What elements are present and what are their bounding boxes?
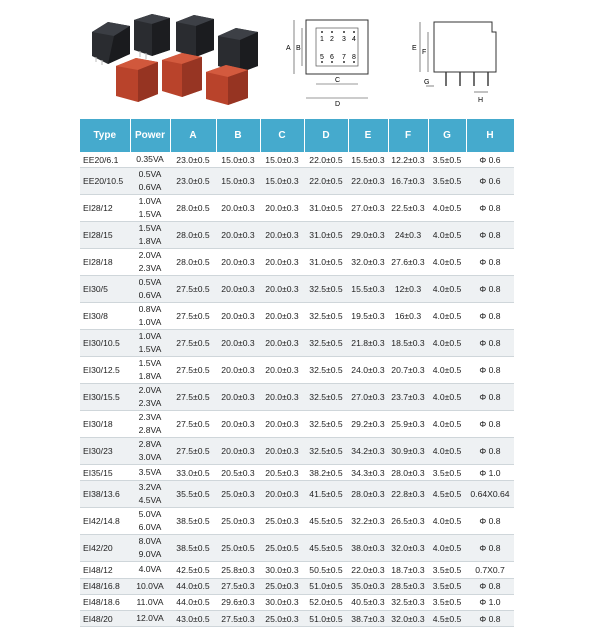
power-value: 2.0VA [138,385,162,396]
type-cell: EI42/14.8 [80,508,130,535]
dimension-cell-e: 15.5±0.3 [348,152,388,168]
dimension-cell-c: 20.0±0.3 [260,303,304,330]
power-value: 2.3VA [138,263,162,274]
power-value: 2.0VA [138,250,162,261]
dimension-cell-b: 20.0±0.3 [216,249,260,276]
pin-label: 4 [352,36,356,43]
dimension-cell-d: 41.5±0.5 [304,481,348,508]
dimension-cell-d: 22.0±0.5 [304,152,348,168]
dimension-cell-g: 3.5±0.5 [428,152,466,168]
dimension-cell-c: 20.0±0.3 [260,411,304,438]
dimension-cell-c: 20.0±0.3 [260,330,304,357]
type-cell: EI30/5 [80,276,130,303]
power-cell [130,384,170,411]
table-row [80,411,514,438]
table-row [80,330,514,357]
dimension-cell-e: 27.0±0.3 [348,384,388,411]
dimension-cell-f: 12.2±0.3 [388,152,428,168]
dimension-label: B [296,45,301,52]
dimension-cell-h: Φ 0.8 [466,411,514,438]
dimension-cell-d: 31.0±0.5 [304,249,348,276]
red-transformer [206,65,248,105]
dimension-cell-f: 12±0.3 [388,276,428,303]
dimension-cell-a: 27.5±0.5 [170,276,216,303]
power-value: 1.5VA [138,223,162,234]
dimension-label: G [424,79,430,86]
power-value: 1.0VA [138,331,162,342]
column-header: C [260,119,304,152]
dimension-cell-a: 44.0±0.5 [170,594,216,610]
power-value: 0.6VA [138,182,162,193]
dimension-cell-f: 16.7±0.3 [388,168,428,195]
power-cell [130,330,170,357]
type-cell: EE20/6.1 [80,152,130,168]
type-cell: EI48/18.6 [80,594,130,610]
dimension-cell-e: 22.0±0.3 [348,168,388,195]
dimension-cell-f: 27.6±0.3 [388,249,428,276]
dimension-cell-e: 29.2±0.3 [348,411,388,438]
table-row [80,249,514,276]
dimension-cell-g: 4.0±0.5 [428,249,466,276]
table-row [80,535,514,562]
dimension-cell-e: 21.8±0.3 [348,330,388,357]
dimension-cell-c: 25.0±0.5 [260,535,304,562]
dimension-cell-d: 32.5±0.5 [304,438,348,465]
column-header: D [304,119,348,152]
power-value: 12.0VA [136,613,164,624]
power-cell [130,152,170,168]
dimension-cell-h: Φ 0.8 [466,508,514,535]
dimension-cell-f: 32.0±0.3 [388,535,428,562]
dimension-cell-d: 32.5±0.5 [304,384,348,411]
dimension-cell-b: 20.0±0.3 [216,438,260,465]
table-row [80,168,514,195]
power-value: 2.8VA [138,439,162,450]
dimension-cell-b: 20.0±0.3 [216,222,260,249]
dimension-cell-a: 27.5±0.5 [170,330,216,357]
dimension-label: C [335,77,341,84]
dimension-cell-c: 20.0±0.3 [260,249,304,276]
dimension-cell-d: 32.5±0.5 [304,276,348,303]
dimension-cell-e: 24.0±0.3 [348,357,388,384]
dimension-cell-c: 20.0±0.3 [260,384,304,411]
type-cell: EI30/23 [80,438,130,465]
dimension-cell-d: 32.5±0.5 [304,411,348,438]
power-value: 1.5VA [138,209,162,220]
table-header-row [80,119,514,152]
dimension-cell-g: 3.5±0.5 [428,168,466,195]
dimension-cell-b: 20.0±0.3 [216,195,260,222]
dimension-cell-h: Φ 1.0 [466,465,514,481]
dimension-cell-h: Φ 0.8 [466,384,514,411]
dimension-cell-b: 27.5±0.3 [216,578,260,594]
power-cell [130,610,170,626]
dimension-cell-e: 32.2±0.3 [348,508,388,535]
table-row [80,594,514,610]
dimension-cell-h: Φ 0.8 [466,535,514,562]
dimension-cell-c: 25.0±0.3 [260,578,304,594]
dimension-cell-h: Φ 0.8 [466,222,514,249]
dimension-cell-b: 25.0±0.3 [216,508,260,535]
table-row [80,303,514,330]
power-cell [130,578,170,594]
dimension-cell-b: 20.0±0.3 [216,303,260,330]
table-row [80,610,514,626]
pin-label: 2 [330,36,334,43]
type-cell: EI48/12 [80,562,130,578]
power-cell [130,357,170,384]
red-transformer [162,53,202,97]
dimension-cell-g: 3.5±0.5 [428,465,466,481]
dimension-cell-a: 27.5±0.5 [170,438,216,465]
dimension-cell-f: 24±0.3 [388,222,428,249]
dimension-cell-e: 34.3±0.3 [348,465,388,481]
power-value: 3.2VA [138,482,162,493]
dimension-cell-f: 16±0.3 [388,303,428,330]
column-header: F [388,119,428,152]
dimension-cell-d: 51.0±0.5 [304,610,348,626]
dimension-cell-c: 20.0±0.3 [260,222,304,249]
power-cell [130,562,170,578]
type-cell: EI28/12 [80,195,130,222]
table-row [80,276,514,303]
dimension-cell-h: 0.7X0.7 [466,562,514,578]
column-header: G [428,119,466,152]
dimension-cell-a: 23.0±0.5 [170,152,216,168]
dimension-cell-c: 25.0±0.3 [260,610,304,626]
dimension-cell-c: 20.0±0.3 [260,276,304,303]
type-cell: EI48/16.8 [80,578,130,594]
power-cell [130,465,170,481]
dimension-cell-h: Φ 0.8 [466,249,514,276]
product-photo [78,10,268,106]
dimension-cell-d: 51.0±0.5 [304,578,348,594]
dimension-cell-f: 28.5±0.3 [388,578,428,594]
dimension-cell-d: 52.0±0.5 [304,594,348,610]
dimension-cell-c: 20.5±0.3 [260,465,304,481]
dimension-cell-d: 31.0±0.5 [304,195,348,222]
dimension-cell-g: 4.5±0.5 [428,481,466,508]
power-cell [130,508,170,535]
type-cell: EE20/10.5 [80,168,130,195]
dimension-cell-b: 20.0±0.3 [216,384,260,411]
power-value: 1.5VA [138,358,162,369]
dimension-cell-f: 20.7±0.3 [388,357,428,384]
power-value: 11.0VA [136,596,164,607]
dimension-cell-g: 3.5±0.5 [428,562,466,578]
dimension-cell-g: 4.0±0.5 [428,357,466,384]
power-cell [130,276,170,303]
dimension-cell-h: Φ 0.8 [466,610,514,626]
table-row [80,578,514,594]
dimension-cell-a: 23.0±0.5 [170,168,216,195]
dimension-cell-c: 15.0±0.3 [260,168,304,195]
type-cell: EI48/20 [80,610,130,626]
power-value: 9.0VA [138,549,162,560]
dimension-cell-c: 20.0±0.3 [260,195,304,222]
dimension-cell-g: 4.0±0.5 [428,535,466,562]
product-illustration [0,0,600,116]
table-row [80,481,514,508]
power-value: 0.5VA [138,169,162,180]
black-transformer [92,22,130,65]
dimension-cell-f: 22.5±0.3 [388,195,428,222]
dimension-cell-e: 38.0±0.3 [348,535,388,562]
dimension-label: F [422,49,427,56]
dimension-cell-e: 40.5±0.3 [348,594,388,610]
spec-table [80,119,515,627]
table-row [80,222,514,249]
dimension-cell-g: 4.0±0.5 [428,195,466,222]
dimension-cell-c: 30.0±0.3 [260,562,304,578]
dimension-cell-g: 4.5±0.5 [428,610,466,626]
dimension-cell-f: 18.7±0.3 [388,562,428,578]
power-cell [130,594,170,610]
dimension-cell-g: 4.0±0.5 [428,508,466,535]
dimension-cell-e: 27.0±0.3 [348,195,388,222]
dimension-cell-g: 3.5±0.5 [428,578,466,594]
dimension-cell-f: 25.9±0.3 [388,411,428,438]
dimension-cell-d: 22.0±0.5 [304,168,348,195]
type-cell: EI30/18 [80,411,130,438]
dimension-cell-g: 4.0±0.5 [428,276,466,303]
power-value: 4.0VA [138,564,162,575]
dimension-cell-c: 25.0±0.3 [260,508,304,535]
dimension-cell-d: 45.5±0.5 [304,508,348,535]
dimension-cell-f: 18.5±0.3 [388,330,428,357]
dimension-cell-b: 20.0±0.3 [216,411,260,438]
table-body [80,152,514,627]
pin-label: 5 [320,54,324,61]
type-cell: EI28/15 [80,222,130,249]
dimension-cell-d: 32.5±0.5 [304,330,348,357]
dimension-cell-a: 28.0±0.5 [170,195,216,222]
power-value: 1.8VA [138,236,162,247]
dimension-cell-b: 27.5±0.3 [216,610,260,626]
table-row [80,438,514,465]
dimension-cell-e: 35.0±0.3 [348,578,388,594]
dimension-cell-e: 29.0±0.3 [348,222,388,249]
dimension-cell-f: 28.0±0.3 [388,465,428,481]
column-header: B [216,119,260,152]
dimension-cell-c: 15.0±0.3 [260,152,304,168]
dimension-cell-a: 44.0±0.5 [170,578,216,594]
dimension-cell-f: 22.8±0.3 [388,481,428,508]
type-cell: EI30/12.5 [80,357,130,384]
dimension-cell-f: 30.9±0.3 [388,438,428,465]
dimension-cell-h: Φ 0.6 [466,152,514,168]
dimension-cell-d: 45.5±0.5 [304,535,348,562]
type-cell: EI38/13.6 [80,481,130,508]
side-view-drawing [410,12,510,108]
dimension-cell-e: 15.5±0.3 [348,276,388,303]
dimension-cell-h: Φ 0.8 [466,578,514,594]
power-value: 1.8VA [138,371,162,382]
power-value: 6.0VA [138,522,162,533]
power-cell [130,411,170,438]
power-cell [130,303,170,330]
dimension-cell-d: 50.5±0.5 [304,562,348,578]
dimension-cell-d: 32.5±0.5 [304,303,348,330]
dimension-cell-f: 32.5±0.3 [388,594,428,610]
power-value: 1.0VA [138,196,162,207]
type-cell: EI28/18 [80,249,130,276]
dimension-cell-a: 28.0±0.5 [170,249,216,276]
power-value: 5.0VA [138,509,162,520]
dimension-cell-g: 4.0±0.5 [428,303,466,330]
dimension-cell-d: 31.0±0.5 [304,222,348,249]
power-value: 0.35VA [136,154,164,165]
dimension-cell-c: 30.0±0.3 [260,594,304,610]
column-header: Type [80,119,130,152]
dimension-label: H [478,97,484,104]
dimension-cell-e: 34.2±0.3 [348,438,388,465]
dimension-cell-a: 38.5±0.5 [170,508,216,535]
dimension-cell-h: 0.64X0.64 [466,481,514,508]
power-cell [130,222,170,249]
power-value: 2.3VA [138,398,162,409]
power-value: 2.3VA [138,412,162,423]
dimension-cell-b: 25.0±0.5 [216,535,260,562]
power-value: 1.5VA [138,344,162,355]
dimension-cell-h: Φ 1.0 [466,594,514,610]
table-row [80,357,514,384]
dimension-cell-e: 19.5±0.3 [348,303,388,330]
dimension-label: A [286,45,291,52]
column-header: A [170,119,216,152]
dimension-cell-b: 25.0±0.3 [216,481,260,508]
dimension-cell-c: 20.0±0.3 [260,357,304,384]
pin-label: 3 [342,36,346,43]
table-row [80,195,514,222]
dimension-cell-g: 4.0±0.5 [428,384,466,411]
dimension-cell-h: Φ 0.8 [466,438,514,465]
dimension-cell-a: 27.5±0.5 [170,303,216,330]
dimension-cell-e: 28.0±0.3 [348,481,388,508]
dimension-label: D [335,101,341,108]
front-view-drawing [284,12,384,108]
power-value: 8.0VA [138,536,162,547]
power-cell [130,168,170,195]
dimension-label: E [412,45,417,52]
dimension-cell-c: 20.0±0.3 [260,481,304,508]
dimension-cell-f: 32.0±0.3 [388,610,428,626]
dimension-cell-a: 42.5±0.5 [170,562,216,578]
power-value: 1.0VA [138,317,162,328]
dimension-cell-h: Φ 0.8 [466,195,514,222]
black-transformer [176,15,214,57]
column-header: Power [130,119,170,152]
table-row [80,562,514,578]
dimension-cell-g: 4.0±0.5 [428,330,466,357]
power-value: 0.8VA [138,304,162,315]
power-value: 4.5VA [138,495,162,506]
dimension-cell-d: 38.2±0.5 [304,465,348,481]
red-transformer [116,58,158,102]
power-cell [130,195,170,222]
dimension-cell-a: 27.5±0.5 [170,384,216,411]
power-value: 3.5VA [138,467,162,478]
power-value: 0.5VA [138,277,162,288]
dimension-cell-d: 32.5±0.5 [304,357,348,384]
dimension-cell-f: 26.5±0.3 [388,508,428,535]
dimension-cell-b: 25.8±0.3 [216,562,260,578]
dimension-cell-a: 33.0±0.5 [170,465,216,481]
table-row [80,508,514,535]
dimension-cell-g: 3.5±0.5 [428,594,466,610]
column-header: E [348,119,388,152]
dimension-cell-g: 4.0±0.5 [428,411,466,438]
power-value: 3.0VA [138,452,162,463]
dimension-cell-a: 43.0±0.5 [170,610,216,626]
type-cell: EI30/8 [80,303,130,330]
dimension-cell-b: 15.0±0.3 [216,152,260,168]
type-cell: EI42/20 [80,535,130,562]
power-cell [130,249,170,276]
dimension-cell-b: 20.0±0.3 [216,330,260,357]
type-cell: EI35/15 [80,465,130,481]
pin-label: 6 [330,54,334,61]
dimension-cell-a: 38.5±0.5 [170,535,216,562]
pin-label: 1 [320,36,324,43]
dimension-cell-g: 4.0±0.5 [428,438,466,465]
dimension-cell-b: 15.0±0.3 [216,168,260,195]
dimension-cell-a: 27.5±0.5 [170,357,216,384]
dimension-cell-f: 23.7±0.3 [388,384,428,411]
power-value: 10.0VA [136,580,164,591]
dimension-cell-h: Φ 0.6 [466,168,514,195]
dimension-cell-b: 20.0±0.3 [216,357,260,384]
column-header: H [466,119,514,152]
table-row [80,465,514,481]
dimension-cell-e: 32.0±0.3 [348,249,388,276]
type-cell: EI30/10.5 [80,330,130,357]
dimension-cell-b: 20.0±0.3 [216,276,260,303]
dimension-cell-c: 20.0±0.3 [260,438,304,465]
black-transformer [134,14,170,59]
power-cell [130,438,170,465]
dimension-cell-h: Φ 0.8 [466,330,514,357]
dimension-cell-a: 27.5±0.5 [170,411,216,438]
table-row [80,152,514,168]
table-row [80,384,514,411]
dimension-cell-b: 29.6±0.3 [216,594,260,610]
dimension-cell-e: 22.0±0.3 [348,562,388,578]
power-cell [130,481,170,508]
pin-label: 8 [352,54,356,61]
dimension-cell-a: 35.5±0.5 [170,481,216,508]
dimension-cell-h: Φ 0.8 [466,276,514,303]
dimension-cell-h: Φ 0.8 [466,357,514,384]
power-value: 0.6VA [138,290,162,301]
type-cell: EI30/15.5 [80,384,130,411]
dimension-cell-g: 4.0±0.5 [428,222,466,249]
pin-label: 7 [342,54,346,61]
power-cell [130,535,170,562]
dimension-cell-a: 28.0±0.5 [170,222,216,249]
dimension-cell-b: 20.5±0.3 [216,465,260,481]
power-value: 2.8VA [138,425,162,436]
dimension-cell-h: Φ 0.8 [466,303,514,330]
dimension-cell-e: 38.7±0.3 [348,610,388,626]
